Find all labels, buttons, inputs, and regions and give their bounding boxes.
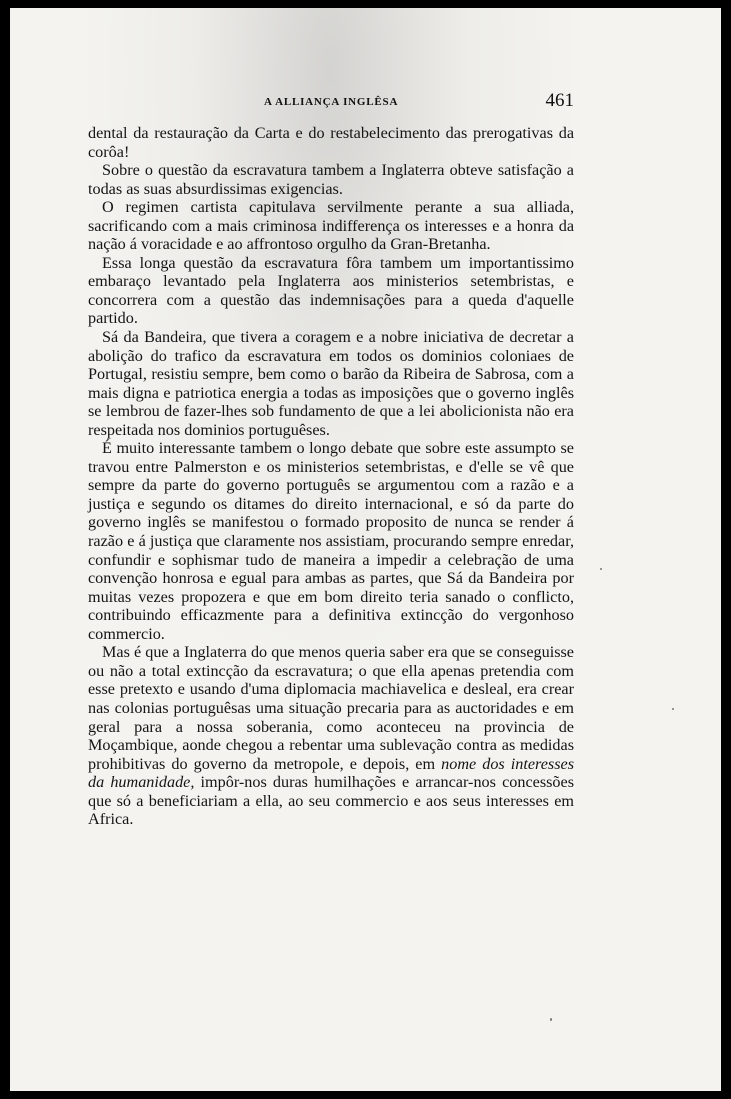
paragraph-text: Mas é que a Inglaterra do que menos queria saber era que se conseguisse ou não a total extincção da escravatura; o que ella apenas pretendia com esse pretexto e usando d'uma diplomacia machiavelica e desleal, era crear nas colonias portuguêsas uma situação precaria para as auctoridades e em geral para a nossa soberania, como aconteceu na provincia de Moçambique, aonde chegou a rebentar uma sublevação contra as medidas prohibitivas do governo da metropole, e depois, em <box>88 643 574 773</box>
italic-phrase: nome dos interesses da humanidade, <box>88 754 574 792</box>
paragraph <box>88 643 574 828</box>
paper-speck <box>550 1018 552 1021</box>
paper-speck <box>672 708 674 710</box>
running-title: A ALLIANÇA INGLÊSA <box>264 96 399 108</box>
paragraph: Sobre o questão da escravatura tambem a Inglaterra obteve satisfação a todas as suas absurdissimas exigencias. <box>88 161 574 198</box>
paragraph: Sá da Bandeira, que tivera a coragem e a nobre iniciativa de decretar a abolição do trafico da escravatura em todos os dominios coloniaes de Portugal, resistiu sempre, bem como o barão da Ribeira de Sabrosa, com a mais digna e patriotica energia a todas as imposições que o governo inglês se lembrou de fazer-lhes sob fundamento de que a lei abolicionista não era respeitada nos dominios portuguêses. <box>88 328 574 439</box>
book-page <box>10 8 721 1091</box>
page-number: 461 <box>545 90 574 111</box>
paragraph: dental da restauração da Carta e do restabelecimento das prerogativas da corôa! <box>88 124 574 161</box>
paragraph: É muito interessante tambem o longo debate que sobre este assumpto se travou entre Palmerston e os ministerios setembristas, e d'elle se vê que sempre da parte do governo português se argumentou com a razão e a justiça e segundo os ditames do direito internacional, e só da parte do governo inglês se manifestou o formado proposito de nunca se render á razão e á justiça que claramente nos assistiam, procurando sempre enredar, confundir e sophismar tudo de maneira a impedir a celebração de uma convenção honrosa e egual para ambas as partes, que Sá da Bandeira por muitas vezes propozera e que em bom direito teria sanado o conflicto, contribuindo efficazmente para a definitiva extincção do vergonhoso commercio. <box>88 439 574 643</box>
paper-speck <box>600 568 602 570</box>
paragraph: O regimen cartista capitulava servilmente perante a sua alliada, sacrificando com a mais criminosa indifferença os interesses e a honra da nação á voracidade e ao affrontoso orgulho da Gran-Bretanha. <box>88 198 574 254</box>
body-text <box>88 124 574 829</box>
paragraph: Essa longa questão da escravatura fôra tambem um importantissimo embaraço levantado pela Inglaterra aos ministerios setembristas, e concorrera com a questão das indemnisações para a queda d'aquelle partido. <box>88 253 574 328</box>
page-header <box>88 92 574 116</box>
paragraph-text: impôr-nos duras humilhações e arrancar-nos concessões que só a beneficiariam a ella, ao seu commercio e aos seus interesses em Africa. <box>88 773 574 829</box>
